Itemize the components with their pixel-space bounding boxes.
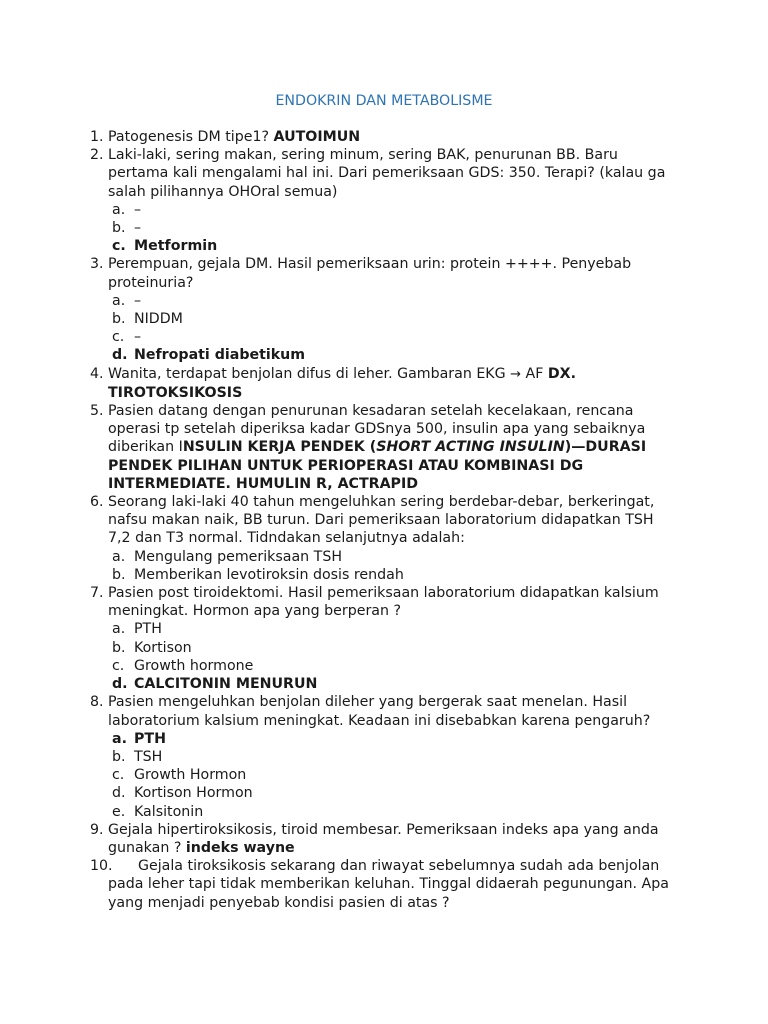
option-text: TSH [134,748,163,765]
question-number: 7. [90,585,104,602]
question-number: 9. [90,821,104,838]
option-item-answer [112,237,680,255]
option-list [90,201,680,256]
question-answer-part-1: NSULIN KERJA PENDEK ( [182,439,377,456]
question-3 [90,255,680,291]
option-item-answer [112,346,680,364]
option-text: Metformin [134,238,218,255]
question-6 [90,493,680,548]
option-item [112,784,680,802]
question-8 [90,693,680,729]
option-item [112,328,680,346]
option-item [112,766,680,784]
question-10 [90,857,680,912]
option-item [112,548,680,566]
option-letter: d. [112,347,128,364]
question-number: 10. [90,858,113,875]
option-item [112,201,680,219]
option-letter: a. [112,548,126,565]
option-list [90,620,680,693]
question-text: Pasien post tiroidektomi. Hasil pemeriksaan laboratorium didapatkan kalsium meningkat. Hormon apa yang berperan ? [108,585,659,620]
option-letter: a. [112,292,126,309]
question-answer: indeks wayne [185,839,295,856]
option-letter: b. [112,639,126,656]
option-list [90,548,680,584]
option-item [112,310,680,328]
option-letter: b. [112,566,126,583]
option-letter: c. [112,657,125,674]
option-letter: a. [112,201,126,218]
option-text: – [134,220,142,237]
option-item [112,566,680,584]
option-item [112,292,680,310]
option-text: Growth hormone [134,657,254,674]
option-text: Memberikan levotiroksin dosis rendah [134,566,404,583]
option-text: Mengulang pemeriksaan TSH [134,548,342,565]
option-item [112,657,680,675]
question-answer-part-2: )—DURASI PENDEK PILIHAN UNTUK PERIOPERASI ATAU KOMBINASI DG INTERMEDIATE. HUMULIN R, ACTRAPID [108,439,647,492]
option-text: – [134,292,142,309]
option-text: Kortison Hormon [134,785,253,802]
question-list [90,128,680,912]
option-item-answer [112,675,680,693]
question-text: Laki-laki, sering makan, sering minum, sering BAK, penurunan BB. Baru pertama kali mengalami hal ini. Dari pemeriksaan GDS: 350. Terapi? (kalau ga salah pilihannya OHOral semua) [108,147,666,200]
question-text: Seorang laki-laki 40 tahun mengeluhkan sering berdebar-debar, berkeringat, nafsu makan naik, BB turun. Dari pemeriksaan laboratorium didapatkan TSH 7,2 dan T3 normal. Tidndakan selanjutnya adalah: [108,494,655,547]
option-list [90,730,680,821]
question-number: 8. [90,694,104,711]
option-letter: b. [112,748,126,765]
question-text: Patogenesis DM tipe1? [108,129,274,145]
option-letter: c. [112,238,126,255]
question-7 [90,584,680,620]
option-letter: e. [112,803,126,820]
question-text: Wanita, terdapat benjolan difus di leher. Gambaran EKG [108,365,511,382]
question-text: Pasien datang dengan penurunan kesadaran setelah kecelakaan, rencana operasi tp setelah diperiksa kadar GDSnya 500, insulin apa yang sebaiknya diberikan I [108,403,646,456]
question-text: Perempuan, gejala DM. Hasil pemeriksaan urin: protein ++++. Penyebab proteinuria? [108,256,632,291]
option-item [112,803,680,821]
option-text: CALCITONIN MENURUN [134,676,318,693]
arrow-right-icon: → [510,366,522,382]
question-answer: DX. TIROTOKSIKOSIS [108,365,577,401]
question-1 [90,128,680,146]
option-letter: d. [112,676,128,693]
option-item-answer [112,730,680,748]
question-number: 5. [90,403,104,420]
question-5 [90,402,680,493]
document-title: ENDOKRIN DAN METABOLISME [275,93,493,109]
option-letter: a. [112,621,126,638]
option-letter: b. [112,311,126,328]
option-text: PTH [134,730,166,747]
question-number: 6. [90,494,104,511]
option-item [112,219,680,237]
option-letter: c. [112,767,125,784]
question-number: 1. [90,129,104,145]
question-text-cont: AF [521,365,548,382]
option-text: NIDDM [134,311,183,328]
option-text: – [134,329,142,346]
question-number: 2. [90,147,104,164]
option-text: Growth Hormon [134,767,247,784]
option-item [112,639,680,657]
option-text: Kortison [134,639,192,656]
question-text: Gejala tiroksikosis sekarang dan riwayat sebelumnya sudah ada benjolan pada leher tapi tidak memberikan keluhan. Tinggal didaerah pegunungan. Apa yang menjadi penyebab kondisi pasien di atas ? [108,858,669,911]
option-letter: d. [112,785,126,802]
question-answer-italic: SHORT ACTING INSULIN [376,439,565,456]
option-list [90,292,680,365]
option-letter: c. [112,329,125,346]
question-answer: AUTOIMUN [273,129,361,145]
question-2 [90,146,680,201]
option-text: Nefropati diabetikum [134,347,306,364]
question-text: Gejala hipertiroksikosis, tiroid membesar. Pemeriksaan indeks apa yang anda gunakan ? [108,821,659,856]
option-letter: a. [112,730,127,747]
question-number: 3. [90,256,104,273]
question-4 [90,365,680,402]
question-text: Pasien mengeluhkan benjolan dileher yang bergerak saat menelan. Hasil laboratorium kalsium meningkat. Keadaan ini disebabkan karena pengaruh? [108,694,651,729]
option-letter: b. [112,220,126,237]
option-text: – [134,201,142,218]
question-9 [90,821,680,857]
option-item [112,620,680,638]
option-item [112,748,680,766]
question-number: 4. [90,365,104,382]
option-text: PTH [134,621,162,638]
option-text: Kalsitonin [134,803,204,820]
